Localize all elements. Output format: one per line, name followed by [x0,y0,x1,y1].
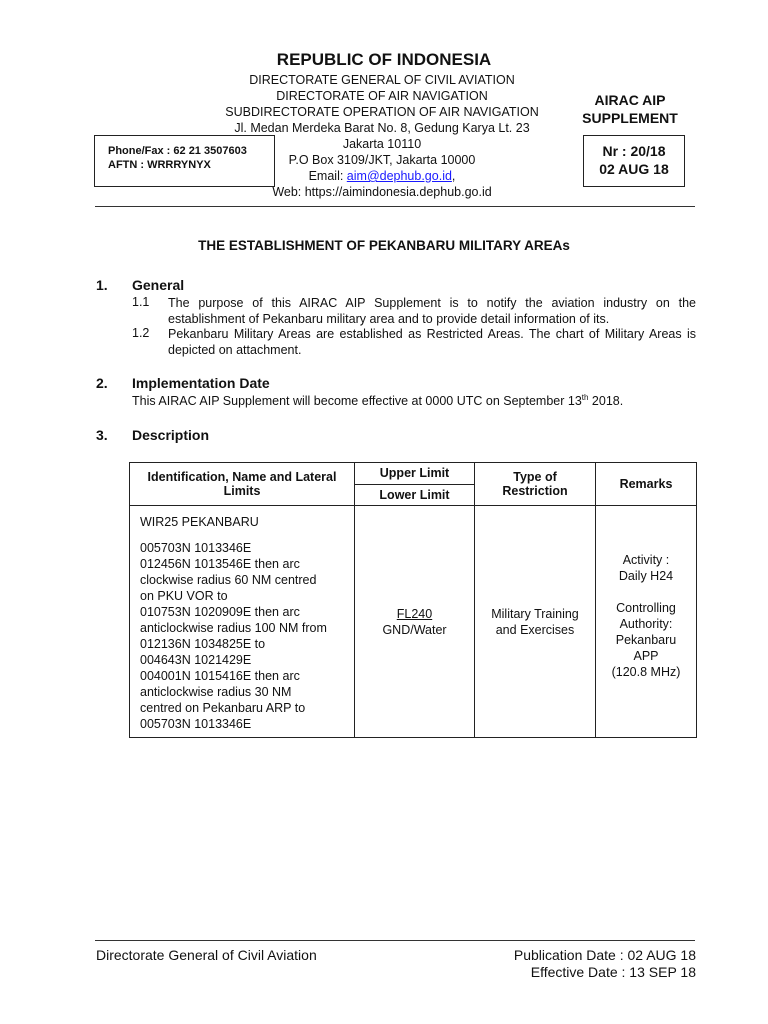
restriction-type-cell [475,506,596,738]
implementation-text-main: This AIRAC AIP Supplement will become effective at 0000 UTC on September 13 [132,394,582,409]
header-divider [95,206,695,207]
publication-date: Publication Date : 02 AUG 18 [513,947,696,963]
supplement-number: Nr : 20/18 [602,143,666,159]
coord-line: 012136N 1034825E to [140,637,266,651]
web-line: Web: https://aimindonesia.dephub.go.id [272,185,492,199]
coord-line: 004001N 1015416E then arc [140,669,300,683]
airac-title-line1: AIRAC AIP [594,92,666,108]
coord-line: 012456N 1013546E then arc [140,557,300,571]
restriction-type-line1: Military Training [491,606,579,621]
table-header-row [130,463,697,506]
section-2-number: 2. [96,375,108,391]
directorate-general-line: DIRECTORATE GENERAL OF CIVIL AVIATION [249,73,515,87]
supplement-date: 02 AUG 18 [599,161,669,177]
coord-line: 004643N 1021429E [140,653,252,667]
footer-organization: Directorate General of Civil Aviation [96,947,317,963]
republic-title: REPUBLIC OF INDONESIA [276,50,492,69]
activity-value: Daily H24 [618,569,674,583]
city-line: Jakarta 10110 [342,137,422,151]
header-lower-limit: Lower Limit [379,487,450,502]
header-upper-limit: Upper Limit [355,463,474,485]
lateral-limits-cell [130,506,355,738]
airac-title-line2: SUPPLEMENT [582,110,678,126]
item-1-1-number: 1.1 [132,295,150,309]
coord-line: 010753N 1020909E then arc [140,605,300,619]
implementation-text-end: 2018. [588,394,624,409]
directorate-line: DIRECTORATE OF AIR NAVIGATION [276,89,488,103]
header-limits [355,463,475,506]
contact-box [94,135,275,187]
header-type-of-restriction: Type of Restriction [475,463,596,506]
table-row [130,506,697,738]
effective-date: Effective Date : 13 SEP 18 [530,964,696,980]
subdirectorate-line: SUBDIRECTORATE OPERATION OF AIR NAVIGATION [225,105,539,119]
authority-line: Controlling [616,601,676,615]
phone-fax: Phone/Fax : 62 21 3507603 [108,145,247,157]
email-label: Email: [308,169,347,183]
item-1-1-text: The purpose of this AIRAC AIP Supplement is to notify the aviation industry on the establishment of Pekanbaru military area and to provide detail information of its. [168,296,696,326]
coord-line: 005703N 1013346E [140,541,252,555]
restriction-type-line2: and Exercises [495,622,575,637]
upper-limit-value: FL240 [396,606,433,621]
authority-line: APP [633,649,659,663]
lower-limit-value: GND/Water [382,622,447,637]
footer-divider [95,940,695,941]
email-suffix: , [451,169,456,183]
coord-line: clockwise radius 60 NM centred [140,573,317,587]
item-1-2-text: Pekanbaru Military Areas are established as Restricted Areas. The chart of Military Areas is depicted on attachment. [168,327,696,357]
section-3-number: 3. [96,427,108,443]
activity-label: Activity : [622,553,670,567]
coord-line: centred on Pekanbaru ARP to [140,701,306,715]
authority-line: (120.8 MHz) [611,665,681,679]
military-area-table [129,462,697,738]
airac-supplement-title [574,91,686,127]
item-1-2-number: 1.2 [132,326,150,340]
section-3-heading: Description [132,427,210,443]
section-1-heading: General [132,277,185,293]
area-name: WIR25 PEKANBARU [140,515,259,529]
authority-line: Authority: [619,617,673,631]
coord-line: 005703N 1013346E [140,717,252,731]
implementation-text [132,393,623,408]
supplement-number-box [583,135,685,187]
aftn-address: AFTN : WRRRYNYX [108,159,211,171]
address-line: Jl. Medan Merdeka Barat No. 8, Gedung Karya Lt. 23 [234,121,530,135]
email-link[interactable]: aim@dephub.go.id [346,169,452,183]
implementation-text-sup: th [581,393,589,402]
document-title: THE ESTABLISHMENT OF PEKANBARU MILITARY AREAs [198,238,570,253]
coord-line: on PKU VOR to [140,589,228,603]
section-2-heading: Implementation Date [132,375,270,391]
coord-line: anticlockwise radius 30 NM [140,685,292,699]
section-1-number: 1. [96,277,108,293]
footer-dates [400,947,696,981]
authority-line: Pekanbaru [615,633,677,647]
coord-line: anticlockwise radius 100 NM from [140,621,327,635]
header-remarks: Remarks [596,463,697,506]
remarks-cell [596,506,697,738]
limits-cell [355,506,475,738]
pobox-line: P.O Box 3109/JKT, Jakarta 10000 [288,153,476,167]
header-identification: Identification, Name and Lateral Limits [130,463,355,506]
